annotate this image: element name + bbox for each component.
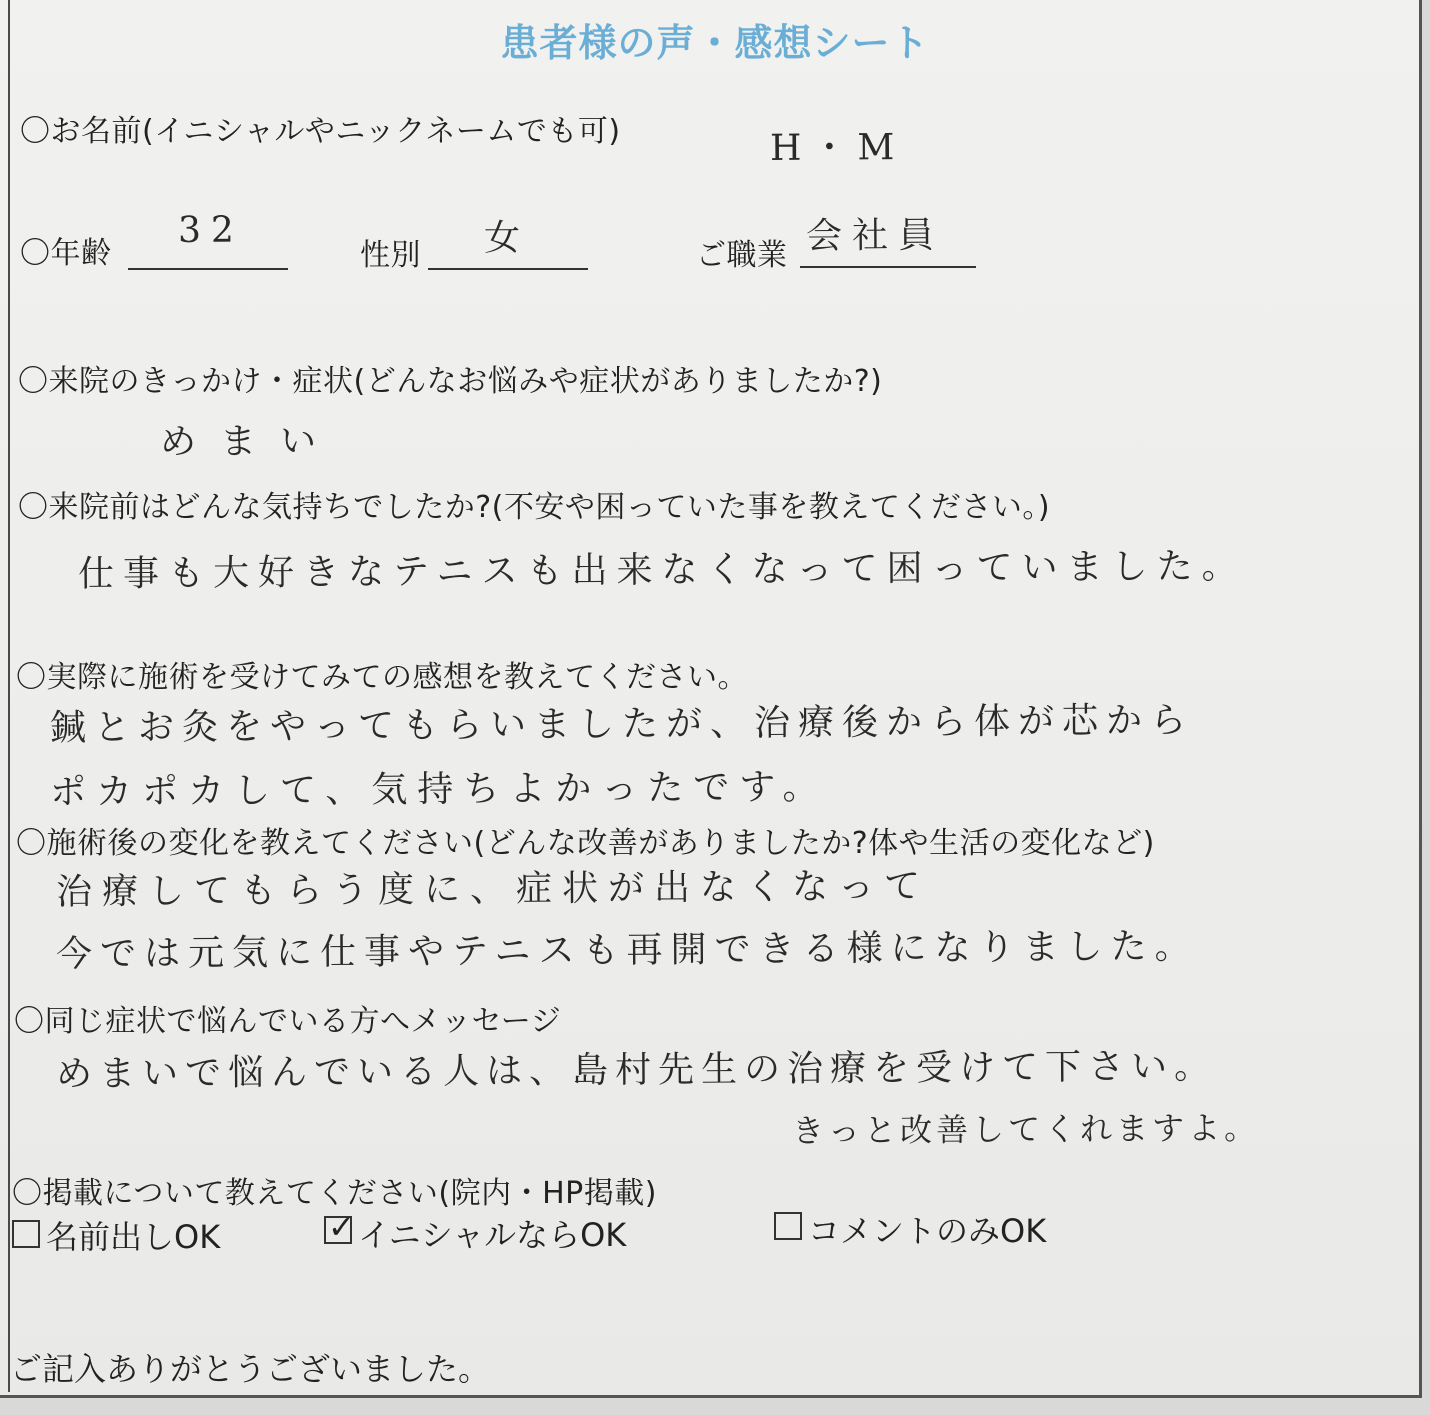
publish-option-name-label: 名前出しOK bbox=[46, 1218, 221, 1256]
message-answer-line1[interactable]: めまいで悩んでいる人は、島村先生の治療を受けて下さい。 bbox=[55, 1045, 1218, 1095]
age-value[interactable]: 32 bbox=[177, 209, 244, 251]
sheet-left-border bbox=[8, 0, 10, 1392]
job-value[interactable]: 会社員 bbox=[805, 215, 945, 257]
name-label: 〇お名前(イニシャルやニックネームでも可) bbox=[20, 114, 621, 149]
change-answer-line2[interactable]: 今では元気に仕事やテニスも再開できる様になりました。 bbox=[55, 926, 1199, 975]
feeling-label: 〇来院前はどんな気持ちでしたか?(不安や困っていた事を教えてください。) bbox=[18, 490, 1051, 525]
change-answer-line1[interactable]: 治療してもらう度に、症状が出なくなって bbox=[55, 865, 931, 913]
publish-option-initial-checkbox[interactable] bbox=[324, 1208, 355, 1246]
message-answer-line2[interactable]: きっと改善してくれますよ。 bbox=[791, 1108, 1261, 1150]
change-label: 〇施術後の変化を教えてください(どんな改善がありましたか?体や生活の変化など) bbox=[16, 826, 1155, 861]
thanks-text: ご記入ありがとうございました。 bbox=[10, 1350, 491, 1388]
publish-label: 〇掲載について教えてください(院内・HP掲載) bbox=[12, 1176, 657, 1211]
publish-option-name-checkbox[interactable] bbox=[12, 1220, 40, 1248]
job-label: ご職業 bbox=[696, 238, 788, 273]
reason-label: 〇来院のきっかけ・症状(どんなお悩みや症状がありましたか?) bbox=[18, 364, 883, 399]
age-label: 〇年齢 bbox=[20, 236, 112, 271]
impression-answer-line1[interactable]: 鍼とお灸をやってもらいましたが、治療後から体が芯から bbox=[49, 700, 1195, 749]
gender-label: 性別 bbox=[360, 238, 421, 273]
feeling-answer[interactable]: 仕事も大好きなテニスも出来なくなって困っていました。 bbox=[77, 545, 1247, 595]
publish-option-initial-label: イニシャルならOK bbox=[358, 1216, 627, 1254]
message-label: 〇同じ症状で悩んでいる方へメッセージ bbox=[14, 1004, 562, 1039]
impression-label: 〇実際に施術を受けてみての感想を教えてください。 bbox=[16, 660, 748, 695]
gender-underline bbox=[428, 268, 588, 270]
job-underline bbox=[800, 266, 976, 268]
impression-answer-line2[interactable]: ポカポカして、気持ちよかったです。 bbox=[49, 766, 829, 813]
gender-value[interactable]: 女 bbox=[483, 217, 531, 259]
age-underline bbox=[128, 268, 288, 270]
publish-option-comment-label: コメントのみOK bbox=[808, 1212, 1047, 1250]
reason-answer[interactable]: めまい bbox=[159, 420, 341, 463]
sheet-title: 患者様の声・感想シート bbox=[500, 21, 930, 65]
check-mark-icon: ✓ bbox=[328, 1208, 355, 1246]
publish-option-comment-checkbox[interactable] bbox=[774, 1212, 802, 1240]
name-value[interactable]: H・M bbox=[769, 127, 905, 169]
